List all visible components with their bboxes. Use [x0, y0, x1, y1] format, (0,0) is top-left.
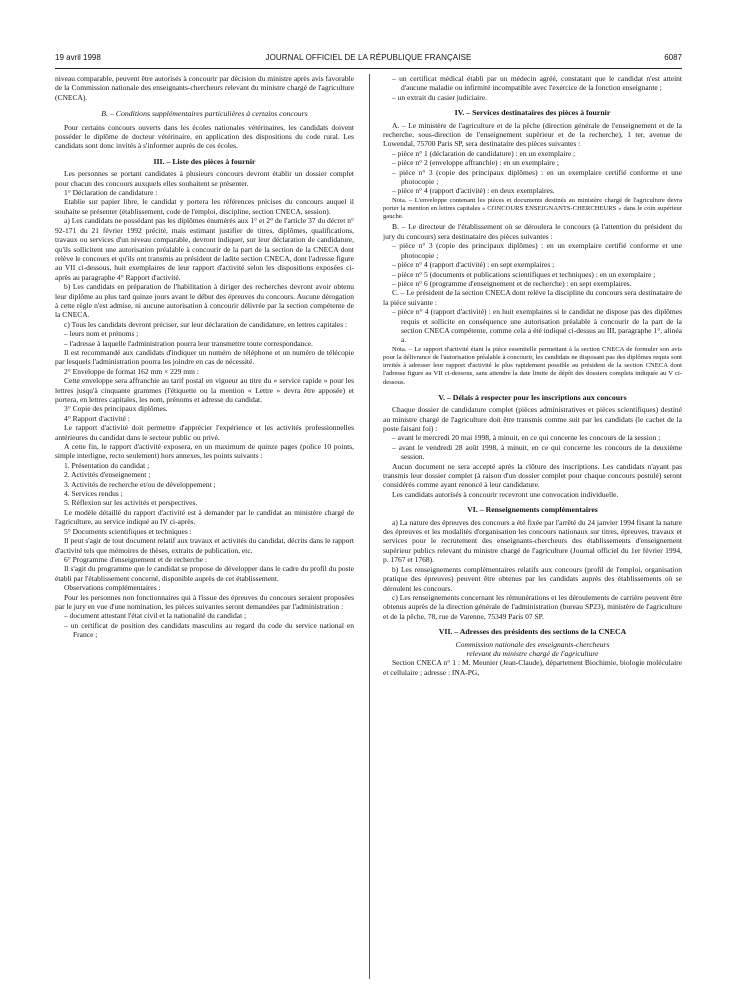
list-item: – un certificat de position des candidats masculins au regard du code du service national en France ; — [64, 620, 354, 640]
section-heading: IV. – Services destinataires des pièces à fournir — [454, 108, 611, 118]
paragraph: b) Les renseignements complémentaires relatifs aux concours (profil de l'emploi, organisation pratique des épreuves) peuvent être obtenus par les candidats auprès des établissements où se déroulent les concours. — [383, 564, 682, 593]
paragraph: Le modèle détaillé du rapport d'activité est à demander par le candidat au ministère chargé de l'agriculture, au service indiqué au IV ci-après. — [55, 507, 354, 527]
numbered-item: 5. Réflexion sur les activités et perspectives. — [64, 498, 198, 508]
section-heading: VI. – Renseignements complémentaires — [467, 505, 598, 515]
list-item: – pièce n° 4 (rapport d'activité) : en deux exemplaires. — [392, 186, 555, 196]
paragraph: Chaque dossier de candidature complet (pièces administratives et pièces scientifiques) destiné au ministre chargé de l'agriculture doit être transmis comme suit par les candidats (le cachet de la poste faisant foi) : — [383, 405, 682, 433]
paragraph: B. – Le directeur de l'établissement où se déroulera le concours (à l'attention du président du jury du concours) sera destinataire des pièces suivantes : — [383, 222, 682, 241]
paragraph: 4° Rapport d'activité : — [64, 413, 130, 423]
paragraph: Cette enveloppe sera affranchie au tarif postal en vigueur au titre du « service rapide » pour les lettres jusqu'à cinquante grammes (l'étiquette ou la mention « Lettre » devra être apposée) et portera, en lettres capitales, les nom, prénoms et adresse du candidat. — [55, 376, 354, 404]
header-date: 19 avril 1998 — [55, 53, 101, 62]
header-page-number: 6087 — [664, 53, 682, 62]
nota-note: Nota. – Le rapport d'activité étant la pièce essentielle permettant à la section CNECA de formuler son avis pour la délivrance de l'autorisation préalable à concourir, les candidats ne disposant pas des diplômes requis sont invités à adresser leur rapport d'activité le plus rapidement possible au président de la section CNECA dont l'adresse figure au VII ci-dessous, sans attendre la date limite de dépôt des dossiers complets indiquée au V ci-dessous. — [383, 345, 682, 386]
paragraph: 1° Déclaration de candidature : — [64, 188, 158, 198]
numbered-item: 4. Services rendus ; — [64, 489, 123, 499]
section-heading: VII. – Adresses des présidents des sections de la CNECA — [438, 627, 627, 637]
list-item: – leurs nom et prénoms ; — [64, 329, 139, 339]
paragraph: 6° Programme d'enseignement et de recherche : — [64, 554, 208, 564]
paragraph: c) Les renseignements concernant les rémunérations et les déroulements de carrière peuvent être obtenus auprès de la direction générale de l'administration (bureau SP23), ministère de l'agriculture et de la pêche, 78, rue de Varenne, 75349 Paris 07 SP. — [383, 592, 682, 621]
subtitle: relevant du ministre chargé de l'agriculture — [466, 648, 599, 658]
paragraph: Les personnes se portant candidates à plusieurs concours devront établir un dossier complet pour chacun des concours auxquels elles souhaitent se présenter. — [55, 169, 354, 188]
list-item: – avant le vendredi 28 août 1998, à minuit, en ce qui concerne les concours de la deuxième session. — [392, 442, 682, 462]
paragraph: Aucun document ne sera accepté après la clôture des inscriptions. Les candidats n'ayant pas transmis leur dossier complet (à raison d'un dossier complet pour chaque concours postulé) seront considérés comme ayant renoncé à leur candidature. — [383, 461, 682, 490]
list-item: – pièce n° 3 (copie des principaux diplômes) : en un exemplaire certifié conforme et une photocopie ; — [392, 241, 682, 260]
paragraph: a) Les candidats ne possédant pas les diplômes énumérés aux 1° et 2° de l'article 37 du décret n° 92-171 du 21 février 1992 précité, mais estimant justifier de titres, diplômes, qualifications, travaux ou services d'un niveau comparable, devront indiquer, sur leur déclaration de candidature, qu'ils sollicitent une autorisation préalable à concourir de la part de la section de la CNECA dont relève le concours et qu'ils ont transmis au président de ladite section CNECA, dont l'adresse figure au VII ci-dessous, huit exemplaires de leur rapport d'activité selon les dispositions exposées ci-après au paragraphe 4° Rapport d'activité. — [55, 216, 354, 282]
paragraph: 5° Documents scientifiques et techniques : — [64, 526, 192, 536]
paragraph: 2° Enveloppe de format 162 mm × 229 mm : — [64, 366, 199, 376]
left-column — [55, 74, 354, 640]
paragraph: Etablie sur papier libre, le candidat y portera les références précises du concours auquel il souhaite se présenter (établissement, code de l'emploi, discipline, section CNECA, session). — [55, 197, 354, 216]
list-item: – pièce n° 3 (copie des principaux diplômes) : en un exemplaire certifié conforme et une photocopie ; — [392, 167, 682, 187]
header-journal-title: JOURNAL OFFICIEL DE LA RÉPUBLIQUE FRANÇAISE — [265, 53, 472, 62]
list-item: – pièce n° 2 (enveloppe affranchie) : en un exemplaire ; — [392, 158, 559, 168]
subtitle: Commission nationale des enseignants-chercheurs — [455, 639, 610, 649]
list-item: – pièce n° 5 (documents et publications scientifiques et techniques) : en un exemplaire ; — [392, 269, 656, 279]
paragraph: Section CNECA n° 1 : M. Meunier (Jean-Claude), département Biochimie, biologie moléculaire et cellulaire ; adresse : INA-PG, — [383, 658, 682, 677]
paragraph: b) Les candidats en préparation de l'habilitation à diriger des recherches devront avoir obtenu leur diplôme au plus tard quinze jours avant le début des épreuves du concours. Aucune dérogation à cette règle n'est admise, ni aucune autorisation à concourir délivrée par la section compétente de la CNECA. — [55, 282, 354, 320]
list-item: – un extrait du casier judiciaire. — [392, 92, 487, 102]
header-rule — [55, 68, 682, 69]
right-column — [383, 74, 682, 677]
paragraph: Il s'agit du programme que le candidat se propose de développer dans le cadre du profil du poste établi par l'établissement concerné, disponible auprès de cet établissement. — [55, 564, 354, 583]
list-item: – pièce n° 4 (rapport d'activité) : en huit exemplaires si le candidat ne dispose pas des diplômes requis et sollicite en conséquence une autorisation préalable à concourir de la part de la section CNECA compétente, comme cela a été indiqué ci-dessus au III, paragraphe 1°, alinéa a. — [392, 307, 682, 345]
list-item: – pièce n° 1 (déclaration de candidature) : en un exemplaire ; — [392, 148, 576, 158]
numbered-item: 3. Activités de recherche et/ou de développement ; — [64, 479, 216, 489]
running-header — [55, 53, 682, 67]
section-heading: V. – Délais à respecter pour les inscriptions aux concours — [438, 392, 627, 402]
paragraph: 3° Copie des principaux diplômes. — [64, 404, 168, 414]
section-heading: III. – Liste des pièces à fournir — [153, 156, 256, 166]
list-item: – l'adresse à laquelle l'administration pourra leur transmettre toute correspondance. — [64, 338, 313, 348]
paragraph: Observations complémentaires : — [64, 583, 161, 593]
list-item: – document attestant l'état civil et la nationalité du candidat ; — [64, 611, 247, 621]
paragraph: c) Tous les candidats devront préciser, sur leur déclaration de candidature, en lettres capitales : — [64, 319, 348, 329]
list-item: – pièce n° 6 (programme d'enseignement et de recherche) : en sept exemplaires. — [392, 278, 632, 288]
paragraph: niveau comparable, peuvent être autorisés à concourir par décision du ministre après avis favorable de la Commission nationale des enseignants-chercheurs relevant du ministre chargé de l'agriculture (CNECA). — [55, 74, 354, 102]
paragraph: Il est recommandé aux candidats d'indiquer un numéro de téléphone et un numéro de télécopie par lesquels l'administration pourra les joindre en cas de nécessité. — [55, 347, 354, 367]
paragraph: A cette fin, le rapport d'activité exposera, en un maximum de quinze pages (police 10 points, simple interligne, recto seulement) hors annexes, les points suivants : — [55, 442, 354, 461]
subsection-heading: B. – Conditions supplémentaires particulières à certains concours — [101, 109, 308, 119]
paragraph: Il peut s'agir de tout document relatif aux travaux et activités du candidat, décrits dans le rapport d'activité tels que mémoires de thèses, extraits de publication, etc. — [55, 536, 354, 555]
paragraph: Le rapport d'activité doit permettre d'apprécier l'expérience et les activités professionnelles antérieures du candidat dans le secteur public ou privé. — [55, 423, 354, 442]
paragraph: Les candidats autorisés à concourir recevront une convocation individuelle. — [392, 489, 619, 499]
nota-note: Nota. – L'enveloppe contenant les pièces et documents destinés au ministère chargé de l'agriculture devra porter la mention en lettres capitales « CONCOURS ENSEIGNANTS-CHERCHEURS » dans le coin supérieur gauche. — [383, 196, 682, 221]
numbered-item: 1. Présentation du candidat ; — [64, 460, 150, 470]
paragraph: Pour les personnes non fonctionnaires qui à l'issue des épreuves du concours seraient proposées par le jury en vue d'une nomination, les pièces suivantes seront demandées par l'administration : — [55, 592, 354, 611]
numbered-item: 2. Activités d'enseignement ; — [64, 470, 151, 480]
paragraph: Pour certains concours ouverts dans les écoles nationales vétérinaires, les candidats doivent posséder le diplôme de docteur vétérinaire, en application des dispositions du code rural. Les candidats sont donc invités à s'informer auprès de ces écoles. — [55, 122, 354, 151]
list-item: – un certificat médical établi par un médecin agréé, constatant que le candidat n'est atteint d'aucune maladie ou infirmité incompatible avec l'exercice de la fonction enseignante ; — [392, 74, 682, 93]
paragraph: a) La nature des épreuves des concours a été fixée par l'arrêté du 24 janvier 1994 fixant la nature des épreuves et les modalités d'organisation les concours nationaux sur titres, épreuves, travaux et services pour le recrutement des enseignants-chercheurs des établissements d'enseignement supérieur publics relevant du ministre chargé de l'agriculture (Journal officiel du 1er février 1994, p. 1767 et 1768). — [383, 517, 682, 565]
list-item: – pièce n° 4 (rapport d'activité) : en sept exemplaires ; — [392, 260, 555, 270]
paragraph: A. – Le ministère de l'agriculture et de la pêche (direction générale de l'enseignement et de la recherche, sous-direction de l'enseignement supérieur et de la recherche), 1 ter, avenue de Lowendal, 75700 Paris SP, sera destinataire des pièces suivantes : — [383, 120, 682, 149]
column-divider — [369, 74, 370, 979]
list-item: – avant le mercredi 20 mai 1998, à minuit, en ce qui concerne les concours de la session ; — [392, 433, 661, 443]
paragraph: C. – Le président de la section CNECA dont relève la discipline du concours sera destinataire de la pièce suivante : — [383, 288, 682, 307]
